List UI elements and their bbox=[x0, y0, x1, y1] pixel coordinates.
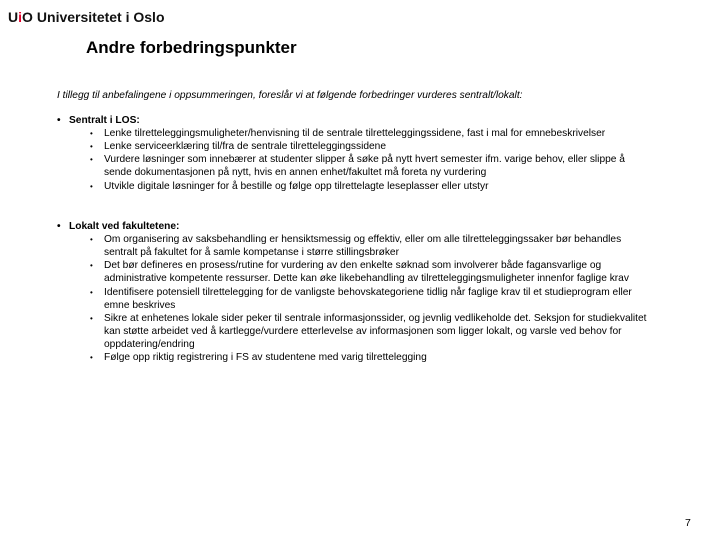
bullet-icon: • bbox=[90, 235, 93, 244]
local-items-list bbox=[90, 233, 650, 365]
central-items-list bbox=[90, 127, 650, 193]
university-logo bbox=[8, 9, 165, 25]
bullet-icon: • bbox=[57, 115, 61, 126]
section-heading-central bbox=[57, 114, 140, 127]
list-item bbox=[90, 180, 650, 193]
uio-logo-mark: UiO bbox=[8, 9, 33, 25]
university-name: Universitetet i Oslo bbox=[36, 9, 165, 25]
bullet-icon: • bbox=[57, 221, 61, 232]
list-item bbox=[90, 351, 650, 364]
page-number: 7 bbox=[685, 517, 691, 529]
list-item bbox=[90, 127, 650, 140]
list-item bbox=[90, 140, 650, 153]
section-heading-local bbox=[57, 220, 179, 233]
bullet-icon: • bbox=[90, 287, 93, 297]
bullet-icon: • bbox=[90, 181, 93, 191]
slide-title: Andre forbedringspunkter bbox=[86, 38, 297, 57]
list-item-text: Sikre at enhetenes lokale sider peker til sentrale informasjonssider, og jevnlig vedlikeholde det. Seksjon for studiekvalitet kan støtte arbeidet ved å kartlegge/vurdere etterlevelse av informasjonen som ligger lokalt, og varsle ved behov for oppdatering/endring bbox=[104, 312, 647, 351]
bullet-icon: • bbox=[90, 353, 93, 363]
list-item-text: Det bør defineres en prosess/rutine for vurdering av den enkelte søknad som involverer både fagansvarlige og administrative kompetente ressurser. Dette kan øke likebehandling av tilretteleggingsmuligheter innenfor faglige krav bbox=[104, 260, 629, 285]
list-item-text: Følge opp riktig registrering i FS av studentene med varig tilrettelegging bbox=[104, 352, 427, 364]
list-item-text: Vurdere løsninger som innebærer at studenter slipper å søke på nytt hvert semester ifm. varige behov, eller slippe å sende dokumentasjonen på nytt, hvis en annen enhet/fakultet må foreta ny vurdering bbox=[104, 154, 625, 179]
section-heading-text: Sentralt i LOS: bbox=[69, 115, 140, 126]
list-item-text: Om organisering av saksbehandling er hensiktsmessig og effektiv, eller om alle tilretteleggingssaker bør behandles sentralt på fakultet for å samle kompetanse i større stillingsbrøker bbox=[104, 234, 622, 259]
intro-text: I tillegg til anbefalingene i oppsummeringen, foreslår vi at følgende forbedringer vurderes sentralt/lokalt: bbox=[57, 90, 523, 101]
bullet-icon: • bbox=[90, 155, 93, 165]
list-item bbox=[90, 153, 650, 179]
list-item bbox=[90, 312, 650, 351]
list-item-text: Lenke serviceerklæring til/fra de sentrale tilretteleggingssidene bbox=[104, 141, 387, 153]
list-item-text: Utvikle digitale løsninger for å bestille og følge opp tilrettelagte leseplasser eller utstyr bbox=[104, 180, 489, 192]
section-heading-text: Lokalt ved fakultetene: bbox=[69, 221, 180, 232]
list-item bbox=[90, 286, 650, 312]
bullet-icon: • bbox=[90, 129, 93, 138]
bullet-icon: • bbox=[90, 261, 93, 271]
list-item bbox=[90, 259, 650, 285]
bullet-icon: • bbox=[90, 313, 93, 323]
list-item-text: Identifisere potensiell tilrettelegging for de vanligste behovskategoriene tidlig når faglige krav til et studieprogram eller emne beskrives bbox=[104, 286, 632, 311]
list-item-text: Lenke tilretteleggingsmuligheter/henvisning til de sentrale tilretteleggingssidene, fast i mal for emnebeskrivelser bbox=[104, 128, 606, 139]
bullet-icon: • bbox=[90, 142, 93, 152]
list-item bbox=[90, 233, 650, 259]
